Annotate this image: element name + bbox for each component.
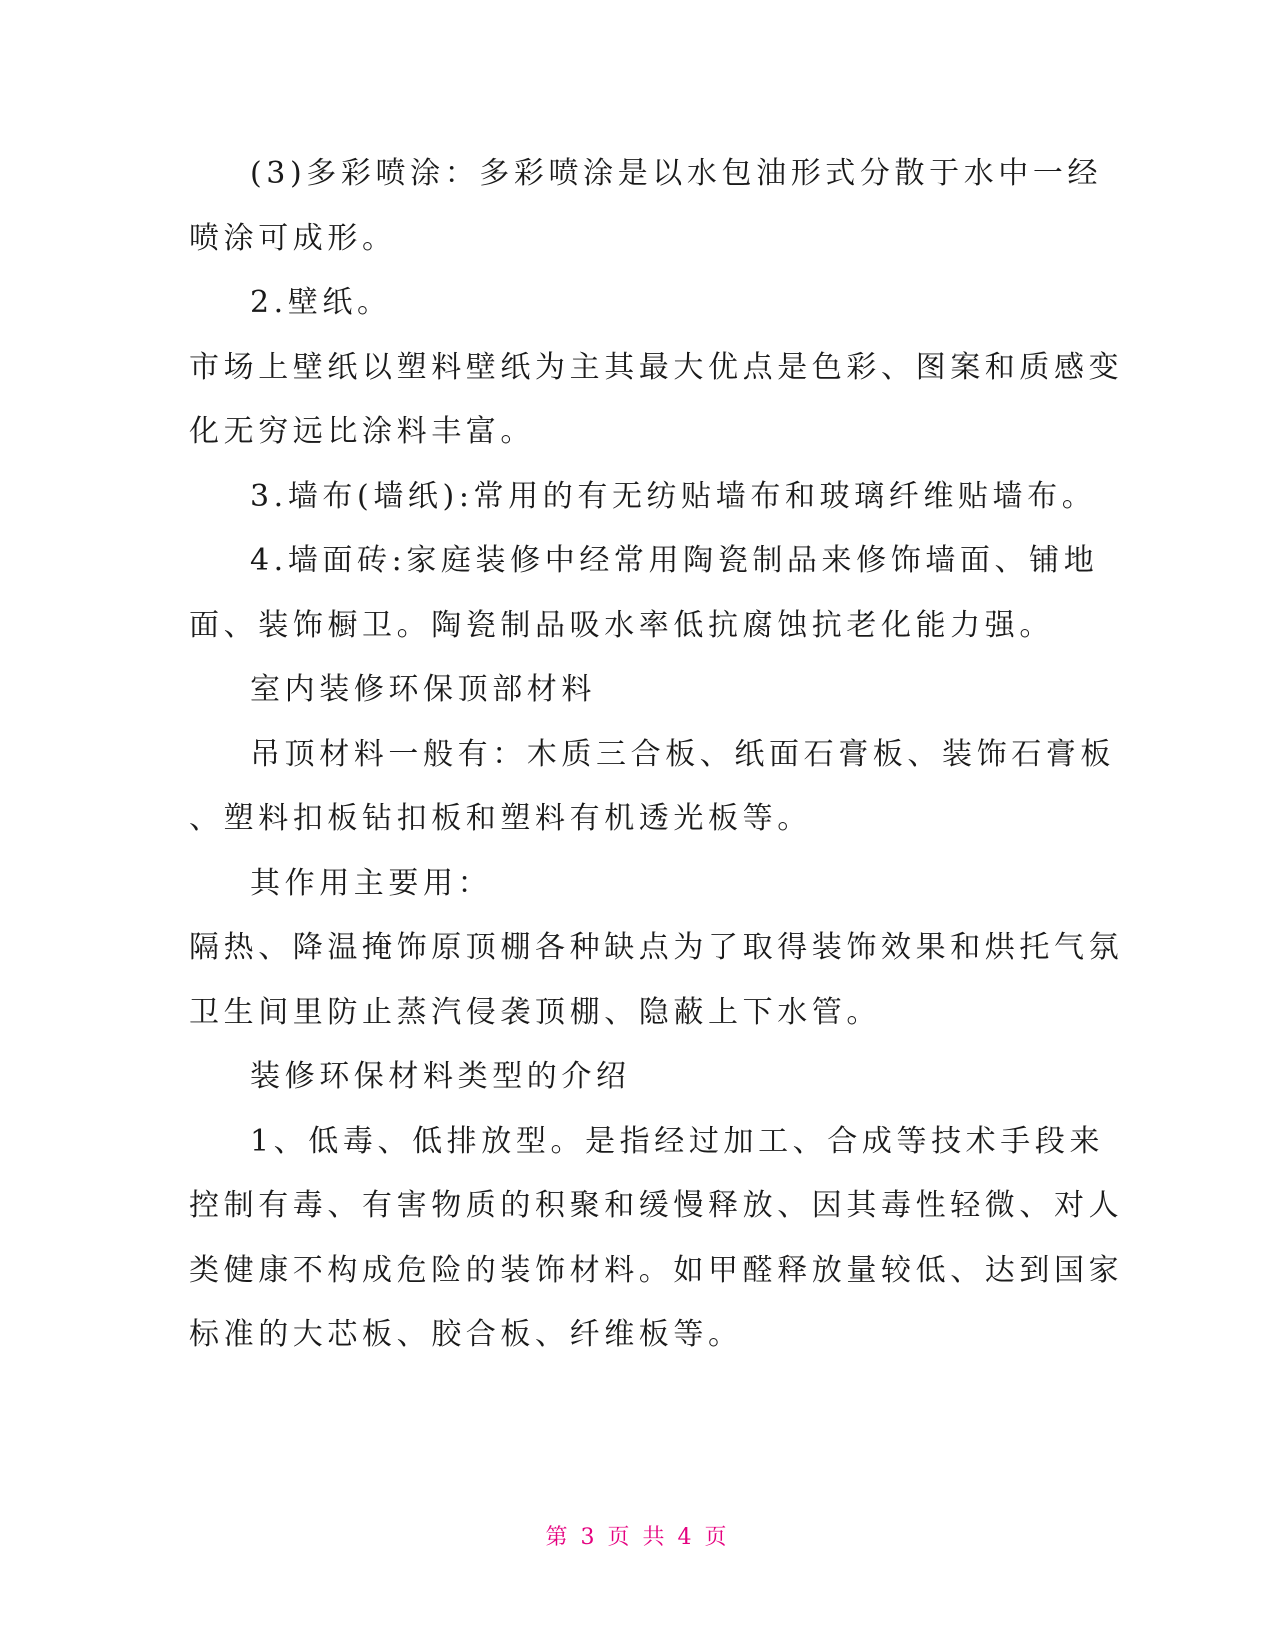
paragraph-line: (3)多彩喷涂：多彩喷涂是以水包油形式分散于水中一经 — [250, 156, 1103, 191]
paragraph-line: 1、低毒、低排放型。是指经过加工、合成等技术手段来 — [250, 1123, 1105, 1159]
section-heading: 室内装修环保顶部材料 — [250, 672, 596, 707]
section-heading: 装修环保材料类型的介绍 — [250, 1059, 631, 1094]
paragraph-line: 卫生间里防止蒸汽侵袭顶棚、隐蔽上下水管。 — [189, 994, 881, 1030]
paragraph-line: 市场上壁纸以塑料壁纸为主其最大优点是色彩、图案和质感变 — [189, 349, 1124, 385]
paragraph-line: 、塑料扣板钻扣板和塑料有机透光板等。 — [189, 801, 812, 836]
paragraph-line: 控制有毒、有害物质的积聚和缓慢释放、因其毒性轻微、对人 — [189, 1188, 1124, 1223]
document-body — [189, 142, 1124, 1368]
section-heading: 2.壁纸。 — [250, 285, 392, 320]
paragraph-line: 其作用主要用： — [250, 865, 493, 901]
paragraph-line: 标准的大芯板、胶合板、纤维板等。 — [189, 1317, 743, 1352]
paragraph-line: 隔热、降温掩饰原顶棚各种缺点为了取得装饰效果和烘托气氛 — [189, 930, 1124, 965]
paragraph-line: 类健康不构成危险的装饰材料。如甲醛释放量较低、达到国家 — [189, 1252, 1124, 1288]
paragraph-line: 喷涂可成形。 — [189, 220, 397, 256]
paragraph-line: 3.墙布(墙纸):常用的有无纺贴墙布和玻璃纤维贴墙布。 — [250, 478, 1097, 514]
page-number-footer: 第 3 页 共 4 页 — [545, 1525, 730, 1550]
paragraph-line: 面、装饰橱卫。陶瓷制品吸水率低抗腐蚀抗老化能力强。 — [189, 607, 1054, 643]
paragraph-line: 4.墙面砖:家庭装修中经常用陶瓷制品来修饰墙面、铺地 — [250, 543, 1099, 578]
paragraph-line: 化无穷远比涂料丰富。 — [189, 414, 535, 449]
paragraph-line: 吊顶材料一般有：木质三合板、纸面石膏板、装饰石膏板 — [250, 736, 1115, 772]
